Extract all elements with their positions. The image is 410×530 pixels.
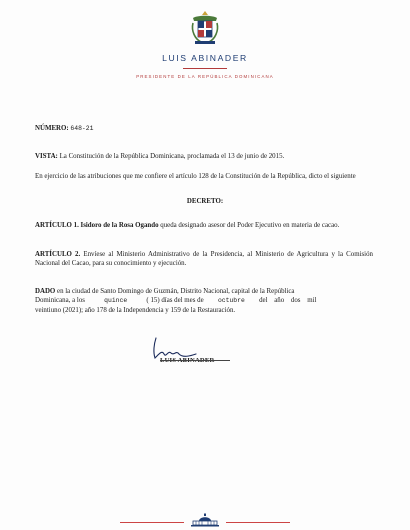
articulo-1 bbox=[35, 221, 373, 230]
vista-label: VISTA: bbox=[35, 153, 58, 160]
signature-line bbox=[160, 360, 230, 361]
header-name: LUIS ABINADER bbox=[162, 53, 248, 63]
footer-rule-left bbox=[120, 522, 184, 523]
footer-rule-right bbox=[226, 522, 290, 523]
articulo-2-text: Envíese al Ministerio Administrativo de la Presidencia, al Ministerio de Agricultura y la Comisión Nacional del Cacao, para su conocimiento y ejecución. bbox=[35, 251, 373, 268]
header-divider bbox=[183, 68, 227, 69]
vista-paragraph bbox=[35, 152, 373, 161]
articulo-1-name: Isidoro de la Rosa Ogando bbox=[80, 222, 159, 229]
signature-name: LUIS ABINADER bbox=[160, 357, 215, 364]
vista-text: La Constitución de la República Dominicana, proclamada el 13 de junio de 2015. bbox=[59, 153, 285, 160]
dado-text-2c: del año dos mil bbox=[259, 297, 317, 304]
dado-text-2b: ( 15) días del mes de bbox=[146, 297, 204, 304]
dado-month: octubre bbox=[217, 297, 245, 304]
articulo-2-label: ARTÍCULO 2. bbox=[35, 251, 81, 258]
palace-icon bbox=[189, 513, 221, 527]
articulo-1-label: ARTÍCULO 1. bbox=[35, 222, 79, 229]
dado-label: DADO bbox=[35, 288, 56, 295]
coat-of-arms-icon bbox=[189, 9, 221, 47]
dado-line-2 bbox=[35, 296, 373, 305]
dado-text-2a: Dominicana, a los bbox=[35, 297, 85, 304]
articulo-1-text: queda designado asesor del Poder Ejecutivo en materia de cacao. bbox=[160, 222, 340, 229]
decree-number bbox=[35, 124, 373, 133]
dado-line-3: veintiuno (2021); año 178 de la Independencia y 159 de la Restauración. bbox=[35, 307, 236, 314]
dado-day-words: quince bbox=[104, 297, 128, 304]
header-subtitle: PRESIDENTE DE LA REPÚBLICA DOMINICANA bbox=[136, 74, 274, 79]
dado-text-1: en la ciudad de Santo Domingo de Guzmán, Distrito Nacional, capital de la República bbox=[57, 288, 295, 295]
dado-line-1 bbox=[35, 287, 373, 296]
number-value: 648-21 bbox=[70, 125, 94, 132]
decreto-title: DECRETO: bbox=[186, 198, 224, 205]
ejercicio-paragraph: En ejercicio de las atribuciones que me confiere el artículo 128 de la Constitución de la República, dicto el siguiente bbox=[35, 173, 356, 180]
articulo-2 bbox=[35, 250, 373, 269]
number-label: NÚMERO: bbox=[35, 125, 69, 132]
